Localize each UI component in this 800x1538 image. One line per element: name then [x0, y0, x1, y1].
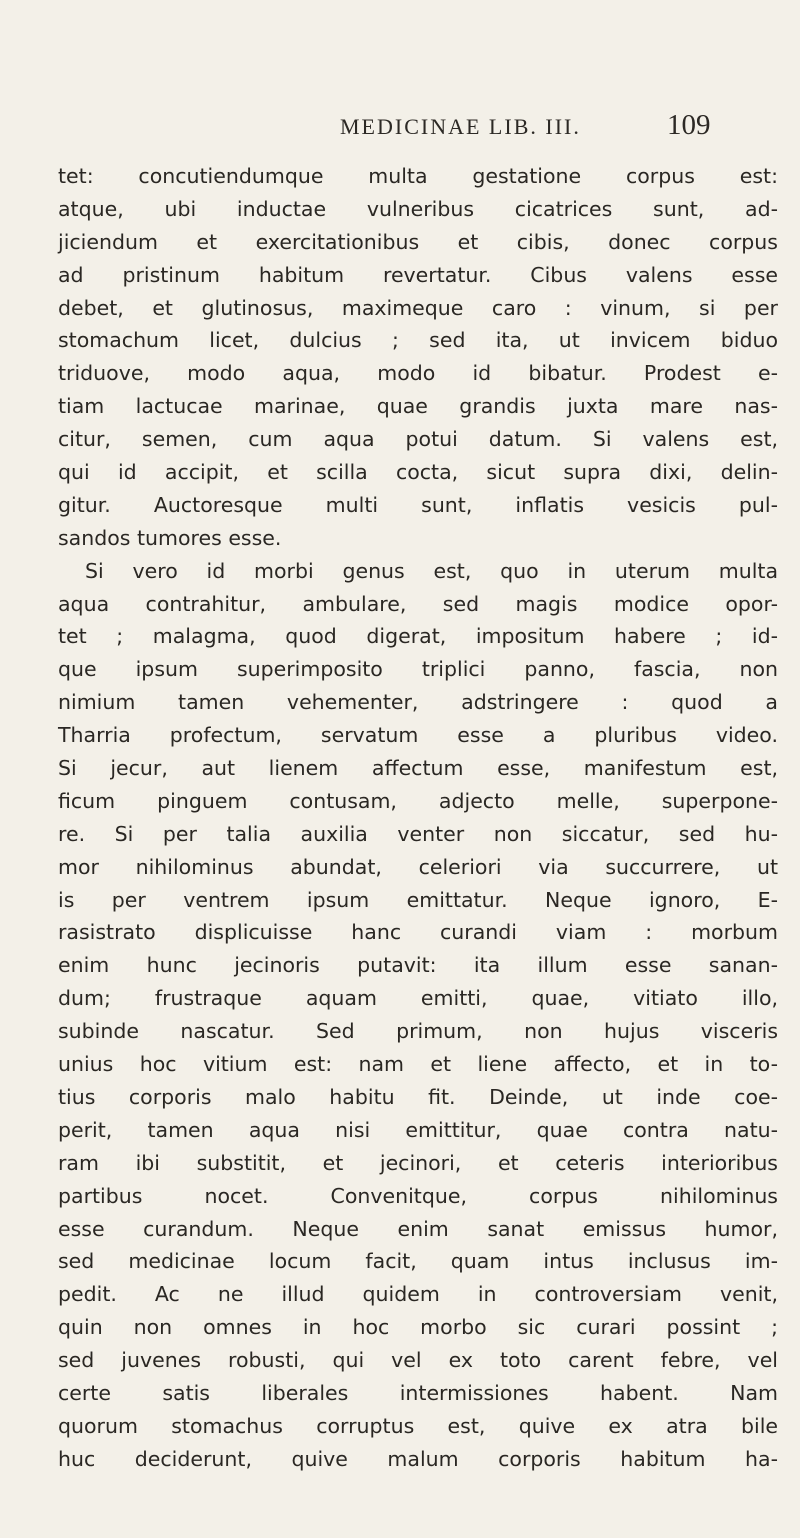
text-line: subinde nascatur. Sed primum, non hujus visceris — [58, 1019, 778, 1044]
text-line: stomachum licet, dulcius ; sed ita, ut invicem biduo — [58, 328, 778, 353]
body-text — [58, 160, 778, 1476]
text-line: triduove, modo aqua, modo id bibatur. Prodest e- — [58, 361, 778, 386]
text-line: tiam lactucae marinae, quae grandis juxta mare nas- — [58, 394, 778, 419]
text-line: quin non omnes in hoc morbo sic curari possint ; — [58, 1315, 778, 1340]
text-line: enim hunc jecinoris putavit: ita illum esse sanan- — [58, 953, 778, 978]
text-line: huc deciderunt, quive malum corporis habitum ha- — [58, 1446, 778, 1471]
text-line: ram ibi substitit, et jecinori, et ceteris interioribus — [58, 1150, 778, 1175]
text-line: unius hoc vitium est: nam et liene affecto, et in to- — [58, 1052, 778, 1077]
text-line: qui id accipit, et scilla cocta, sicut supra dixi, delin- — [58, 460, 778, 485]
text-line: tet ; malagma, quod digerat, impositum habere ; id- — [58, 624, 778, 649]
running-title: MEDICINAE LIB. III. — [340, 114, 581, 139]
page-number: 109 — [667, 109, 711, 141]
text-line: sandos tumores esse. — [58, 525, 282, 550]
text-line: nimium tamen vehementer, adstringere : quod a — [58, 690, 778, 715]
text-line: certe satis liberales intermissiones habent. Nam — [58, 1380, 778, 1405]
text-line: rasistrato displicuisse hanc curandi viam : morbum — [58, 920, 778, 945]
text-line: Si jecur, aut lienem affectum esse, manifestum est, — [58, 756, 778, 781]
text-line: aqua contrahitur, ambulare, sed magis modice opor- — [58, 591, 778, 616]
text-line: re. Si per talia auxilia venter non siccatur, sed hu- — [58, 821, 778, 846]
text-line: sed medicinae locum facit, quam intus inclusus im- — [58, 1249, 778, 1274]
text-line: esse curandum. Neque enim sanat emissus humor, — [58, 1216, 778, 1241]
text-line: mor nihilominus abundat, celeriori via succurrere, ut — [58, 854, 778, 879]
text-line: Si vero id morbi genus est, quo in uterum multa — [85, 558, 778, 583]
text-line: jiciendum et exercitationibus et cibis, donec corpus — [58, 229, 778, 254]
text-line: ad pristinum habitum revertatur. Cibus valens esse — [58, 262, 778, 287]
text-line: que ipsum superimposito triplici panno, fascia, non — [58, 657, 778, 682]
text-line: pedit. Ac ne illud quidem in controversiam venit, — [58, 1282, 778, 1307]
text-line: dum; frustraque aquam emitti, quae, vitiato illo, — [58, 986, 778, 1011]
text-line: perit, tamen aqua nisi emittitur, quae contra natu- — [58, 1117, 778, 1142]
text-line: Tharria profectum, servatum esse a pluribus video. — [58, 723, 778, 748]
text-line: sed juvenes robusti, qui vel ex toto carent febre, vel — [58, 1348, 778, 1373]
text-line: tet: concutiendumque multa gestatione corpus est: — [58, 164, 778, 188]
text-line: debet, et glutinosus, maximeque caro : vinum, si per — [58, 295, 778, 320]
text-line: tius corporis malo habitu fit. Deinde, ut inde coe- — [58, 1084, 778, 1109]
text-line: quorum stomachus corruptus est, quive ex atra bile — [58, 1413, 778, 1438]
text-line: atque, ubi inductae vulneribus cicatrices sunt, ad- — [58, 196, 778, 221]
text-line: partibus nocet. Convenitque, corpus nihilominus — [58, 1183, 778, 1208]
running-head — [0, 109, 800, 152]
text-line: is per ventrem ipsum emittatur. Neque ignoro, E- — [58, 887, 778, 912]
text-line: ficum pinguem contusam, adjecto melle, superpone- — [58, 788, 778, 813]
text-line: gitur. Auctoresque multi sunt, inflatis vesicis pul- — [58, 492, 778, 517]
text-line: citur, semen, cum aqua potui datum. Si valens est, — [58, 427, 778, 452]
